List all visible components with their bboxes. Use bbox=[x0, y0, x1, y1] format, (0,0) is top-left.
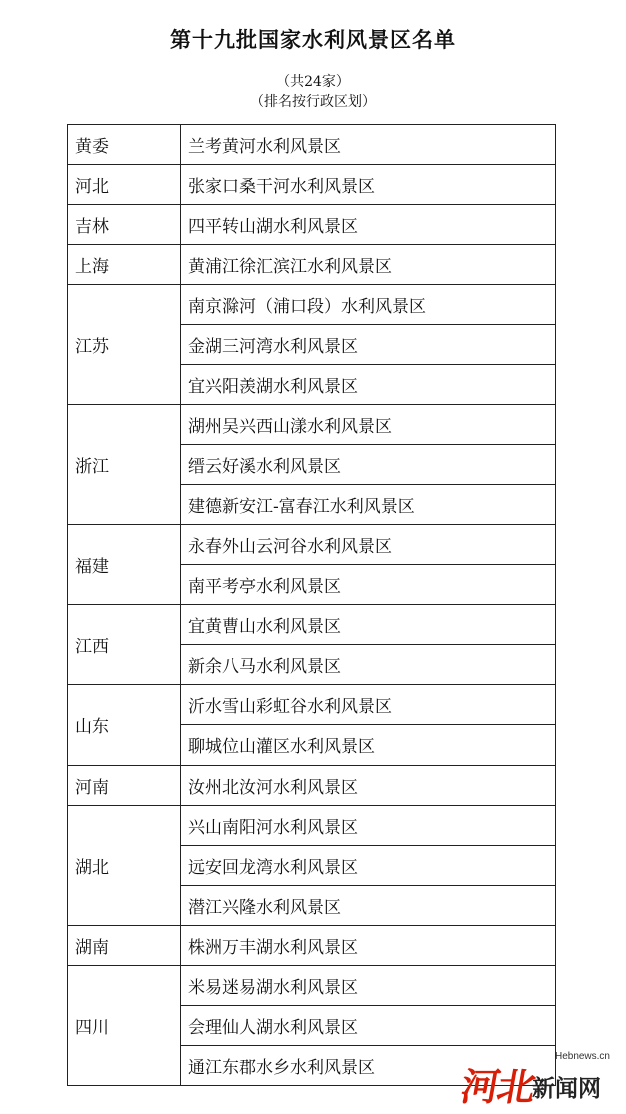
scenic-area-name-cell: 宜兴阳羡湖水利风景区 bbox=[181, 365, 556, 405]
table-row bbox=[68, 765, 556, 805]
watermark-url: Hebnews.cn bbox=[554, 1051, 610, 1062]
table-row bbox=[68, 525, 556, 565]
table-body bbox=[68, 125, 556, 1086]
scenic-area-name-cell: 株洲万丰湖水利风景区 bbox=[181, 925, 556, 965]
scenic-area-name-cell: 缙云好溪水利风景区 bbox=[181, 445, 556, 485]
subtitle-order: （排名按行政区划） bbox=[250, 94, 376, 110]
table-row bbox=[68, 245, 556, 285]
scenic-area-name-cell: 南平考亭水利风景区 bbox=[181, 565, 556, 605]
table-row bbox=[68, 965, 556, 1005]
scenic-area-name-cell: 会理仙人湖水利风景区 bbox=[181, 1005, 556, 1045]
region-cell: 河北 bbox=[68, 165, 181, 205]
scenic-area-name-cell: 南京滁河（浦口段）水利风景区 bbox=[181, 285, 556, 325]
region-cell: 吉林 bbox=[68, 205, 181, 245]
table-row bbox=[68, 405, 556, 445]
scenic-area-name-cell: 聊城位山灌区水利风景区 bbox=[181, 725, 556, 765]
scenic-area-name-cell: 黄浦江徐汇滨江水利风景区 bbox=[181, 245, 556, 285]
table-row bbox=[68, 805, 556, 845]
scenic-area-name-cell: 湖州吴兴西山漾水利风景区 bbox=[181, 405, 556, 445]
region-cell: 浙江 bbox=[68, 405, 181, 525]
table-row bbox=[68, 125, 556, 165]
scenic-area-name-cell: 米易迷易湖水利风景区 bbox=[181, 965, 556, 1005]
scenic-area-name-cell: 兴山南阳河水利风景区 bbox=[181, 805, 556, 845]
table-row bbox=[68, 925, 556, 965]
table-row bbox=[68, 605, 556, 645]
watermark-logo bbox=[457, 1048, 612, 1109]
table-row bbox=[68, 685, 556, 725]
region-cell: 湖北 bbox=[68, 805, 181, 925]
table-row bbox=[68, 165, 556, 205]
region-cell: 上海 bbox=[68, 245, 181, 285]
region-cell: 黄委 bbox=[68, 125, 181, 165]
page-title: 第十九批国家水利风景区名单 bbox=[170, 28, 456, 52]
scenic-area-name-cell: 永春外山云河谷水利风景区 bbox=[181, 525, 556, 565]
scenic-area-table bbox=[67, 124, 556, 1086]
region-cell: 湖南 bbox=[68, 925, 181, 965]
subtitle-count: （共24家） bbox=[276, 74, 350, 90]
table-row bbox=[68, 205, 556, 245]
region-cell: 江西 bbox=[68, 605, 181, 685]
scenic-area-name-cell: 金湖三河湾水利风景区 bbox=[181, 325, 556, 365]
table-row bbox=[68, 285, 556, 325]
watermark-logo-text: 河北 bbox=[457, 1065, 538, 1109]
scenic-area-name-cell: 宜黄曹山水利风景区 bbox=[181, 605, 556, 645]
scenic-area-name-cell: 通江东郡水乡水利风景区 bbox=[181, 1045, 556, 1085]
scenic-area-name-cell: 新余八马水利风景区 bbox=[181, 645, 556, 685]
scenic-area-name-cell: 远安回龙湾水利风景区 bbox=[181, 845, 556, 885]
region-cell: 山东 bbox=[68, 685, 181, 765]
scenic-area-name-cell: 四平转山湖水利风景区 bbox=[181, 205, 556, 245]
region-cell: 四川 bbox=[68, 965, 181, 1085]
scenic-area-name-cell: 建德新安江-富春江水利风景区 bbox=[181, 485, 556, 525]
scenic-area-name-cell: 潜江兴隆水利风景区 bbox=[181, 885, 556, 925]
scenic-area-name-cell: 张家口桑干河水利风景区 bbox=[181, 165, 556, 205]
scenic-area-name-cell: 沂水雪山彩虹谷水利风景区 bbox=[181, 685, 556, 725]
scenic-area-name-cell: 兰考黄河水利风景区 bbox=[181, 125, 556, 165]
watermark-name: 新闻网 bbox=[532, 1076, 601, 1102]
region-cell: 河南 bbox=[68, 765, 181, 805]
region-cell: 江苏 bbox=[68, 285, 181, 405]
scenic-area-name-cell: 汝州北汝河水利风景区 bbox=[181, 765, 556, 805]
region-cell: 福建 bbox=[68, 525, 181, 605]
